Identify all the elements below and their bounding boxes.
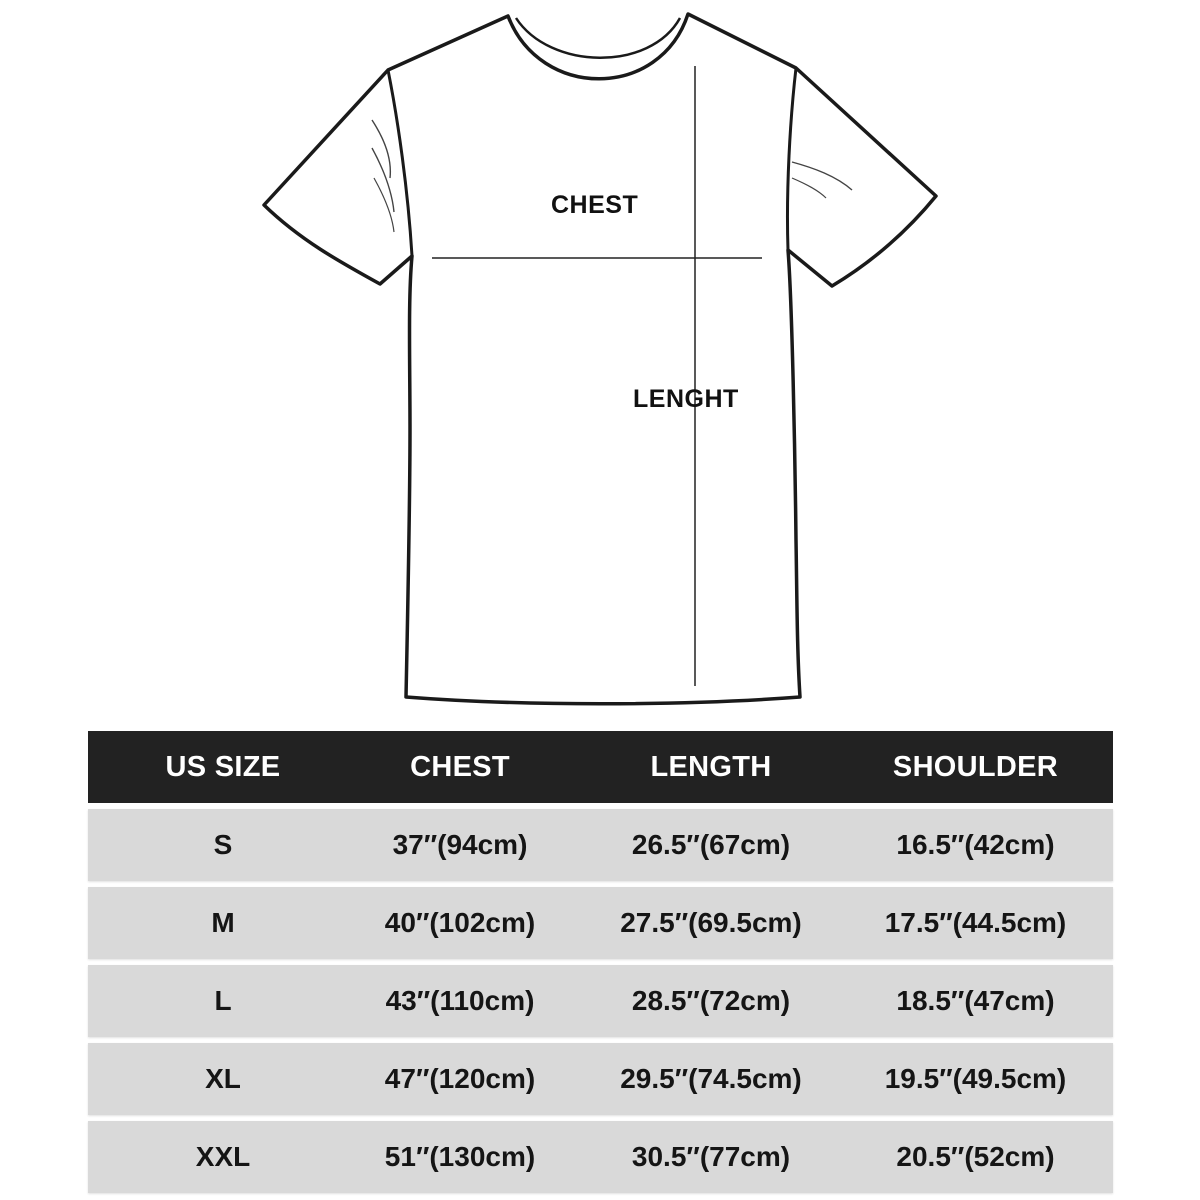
tshirt-body-outline bbox=[264, 14, 936, 704]
left-armhole-seam bbox=[388, 70, 412, 256]
table-row-l bbox=[88, 965, 1113, 1037]
right-armhole-seam bbox=[787, 68, 796, 250]
left-sleeve-fold bbox=[374, 178, 394, 232]
collar-inner-line bbox=[516, 18, 680, 58]
chest-label: CHEST bbox=[551, 191, 639, 219]
length-cell: 27.5″(69.5cm) bbox=[620, 907, 802, 938]
left-sleeve-fold bbox=[372, 120, 390, 178]
right-sleeve-fold bbox=[792, 178, 826, 198]
length-cell: 30.5″(77cm) bbox=[631, 1141, 791, 1172]
table-row-xl bbox=[88, 1043, 1113, 1115]
chest-cell: 40″(102cm) bbox=[384, 907, 536, 938]
size-chart-table bbox=[88, 731, 1113, 1193]
header-chest: CHEST bbox=[410, 750, 510, 783]
header-length: LENGTH bbox=[650, 750, 772, 783]
shoulder-cell: 18.5″(47cm) bbox=[896, 985, 1055, 1016]
length-cell: 29.5″(74.5cm) bbox=[620, 1063, 802, 1094]
size-cell: L bbox=[214, 985, 232, 1016]
size-cell: XL bbox=[205, 1063, 241, 1094]
chest-cell: 43″(110cm) bbox=[385, 985, 535, 1016]
shoulder-cell: 16.5″(42cm) bbox=[896, 829, 1055, 860]
table-row-s bbox=[88, 809, 1113, 881]
size-cell: XXL bbox=[195, 1141, 251, 1172]
header-us-size: US SIZE bbox=[165, 750, 281, 783]
length-cell: 26.5″(67cm) bbox=[631, 829, 791, 860]
shoulder-cell: 19.5″(49.5cm) bbox=[884, 1063, 1067, 1094]
table-row-xxl bbox=[88, 1121, 1113, 1193]
shoulder-cell: 17.5″(44.5cm) bbox=[884, 907, 1067, 938]
chest-cell: 51″(130cm) bbox=[384, 1141, 536, 1172]
size-cell: S bbox=[213, 829, 233, 860]
header-shoulder: SHOULDER bbox=[892, 750, 1059, 783]
table-row-m bbox=[88, 887, 1113, 959]
length-cell: 28.5″(72cm) bbox=[631, 985, 791, 1016]
right-sleeve-fold bbox=[792, 162, 852, 190]
shoulder-cell: 20.5″(52cm) bbox=[896, 1141, 1055, 1172]
chest-cell: 37″(94cm) bbox=[392, 829, 528, 860]
table-header-row bbox=[88, 731, 1113, 803]
size-cell: M bbox=[211, 907, 235, 938]
length-label: LENGHT bbox=[633, 385, 739, 413]
chest-cell: 47″(120cm) bbox=[384, 1063, 536, 1094]
